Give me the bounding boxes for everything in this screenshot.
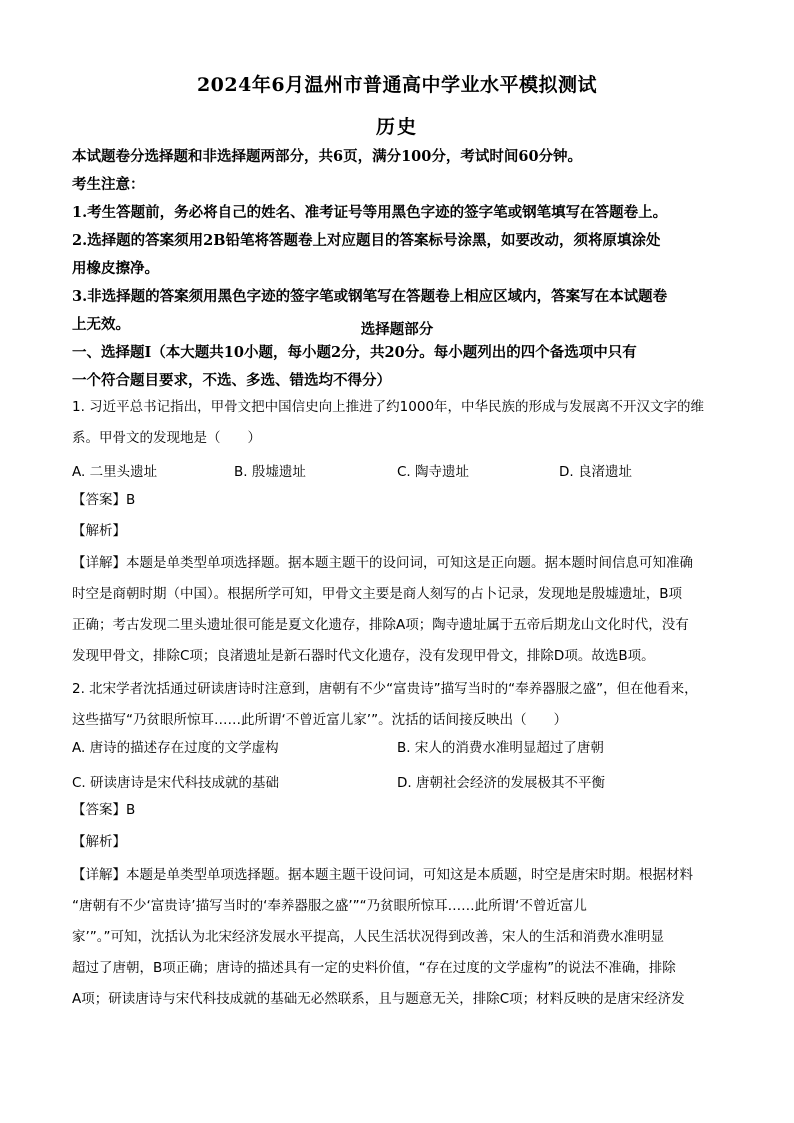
rule-2b: 用橡皮擦净。 [72,260,159,277]
q1-detail-a: 【详解】本题是单类型单项选择题。据本题主题干的设问词，可知这是正向题。据本题时间信息可知准确 [72,555,693,571]
question-2-answer: 【答案】B [72,802,136,818]
q2-detail-a: 【详解】本题是单类型单项选择题。据本题主题干设问词，可知这是本质题，时空是唐宋时期。根据材料 [72,867,693,883]
q2-detail-b: “唐朝有不少‘富贵诗’描写当时的‘奉养器服之盛’”“乃贫眼所惊耳……此所谓‘不曾近富儿 [72,898,587,914]
part-one-line-a: 一、选择题Ⅰ（本大题共10小题，每小题2分，共20分。每小题列出的四个备选项中只有 [72,344,637,361]
q1-detail-c: 正确；考古发现二里头遗址很可能是夏文化遗存，排除A项；陶寺遗址属于五帝后期龙山文化时代，没有 [72,617,689,633]
section-heading: 选择题部分 [360,321,434,338]
rule-2a: 2.选择题的答案须用2B铅笔将答题卷上对应题目的答案标号涂黑，如要改动，须将原填涂处 [72,232,661,249]
q2-detail-d: 超过了唐朝，B项正确；唐诗的描述具有一定的史料价值，“存在过度的文学虚构”的说法不准确，排除 [72,960,676,976]
q1-detail-d: 发现甲骨文，排除C项；良渚遗址是新石器时代文化遗存，没有发现甲骨文，排除D项。故选B项。 [72,648,655,664]
part-one-line-b: 一个符合题目要求，不选、多选、错选均不得分） [72,372,391,389]
question-2-stem-b: 这些描写“乃贫眼所惊耳……此所谓‘不曾近富儿家’”。沈括的话间接反映出（ ） [72,712,568,728]
question-1-stem-b: 系。甲骨文的发现地是（ ） [72,430,261,446]
question-1-stem [72,392,732,454]
part-one-instructions [72,339,732,395]
notice-label: 考生注意： [72,176,145,193]
exam-title: 2024年6月温州市普通高中学业水平模拟测试 [196,74,598,96]
question-2-analysis-label: 【解析】 [72,834,126,850]
q1-detail-b: 时空是商朝时期（中国）。根据所学可知，甲骨文主要是商人刻写的占卜记录，发现地是殷墟遗址，B项 [72,586,683,602]
question-1-detail [72,548,732,672]
rule-3b: 上无效。 [72,316,130,333]
question-1-options [72,460,732,484]
instructions [72,143,732,339]
q1-option-a: A. 二里头遗址 [72,464,158,480]
question-1-answer: 【答案】B [72,492,136,508]
q2-detail-e: A项；研读唐诗与宋代科技成就的基础无必然联系，且与题意无关，排除C项；材料反映的是唐宋经济发 [72,991,685,1007]
q1-option-b: B. 殷墟遗址 [234,464,306,480]
intro-line: 本试题卷分选择题和非选择题两部分，共6页，满分100分，考试时间60分钟。 [72,148,583,165]
question-1-stem-a: 1. 习近平总书记指出，甲骨文把中国信史向上推进了约1000年，中华民族的形成与发展离不开汉文字的维 [72,399,705,415]
q2-option-a: A. 唐诗的描述存在过度的文学虚构 [72,740,279,756]
q1-option-d: D. 良渚遗址 [559,464,632,480]
question-2-detail [72,860,732,1015]
q1-option-c: C. 陶寺遗址 [397,464,470,480]
q2-option-c: C. 研读唐诗是宋代科技成就的基础 [72,775,280,791]
rule-3a: 3.非选择题的答案须用黑色字迹的签字笔或钢笔写在答题卷上相应区域内，答案写在本试题卷 [72,288,668,305]
question-1-analysis-label: 【解析】 [72,523,126,539]
question-2-stem-a: 2. 北宋学者沈括通过研读唐诗时注意到，唐朝有不少“富贵诗”描写当时的“奉养器服之盛”，但在他看来， [72,681,698,697]
q2-option-b: B. 宋人的消费水准明显超过了唐朝 [397,740,604,756]
subject-title: 历史 [375,116,418,138]
rule-1: 1.考生答题前，务必将自己的姓名、准考证号等用黑色字迹的签字笔或钢笔填写在答题卷上。 [72,204,668,221]
question-2-stem [72,674,732,736]
question-2-options [72,736,732,796]
q2-option-d: D. 唐朝社会经济的发展极其不平衡 [397,775,605,791]
q2-detail-c: 家’”。”可知，沈括认为北宋经济发展水平提高，人民生活状况得到改善，宋人的生活和消费水准明显 [72,929,665,945]
